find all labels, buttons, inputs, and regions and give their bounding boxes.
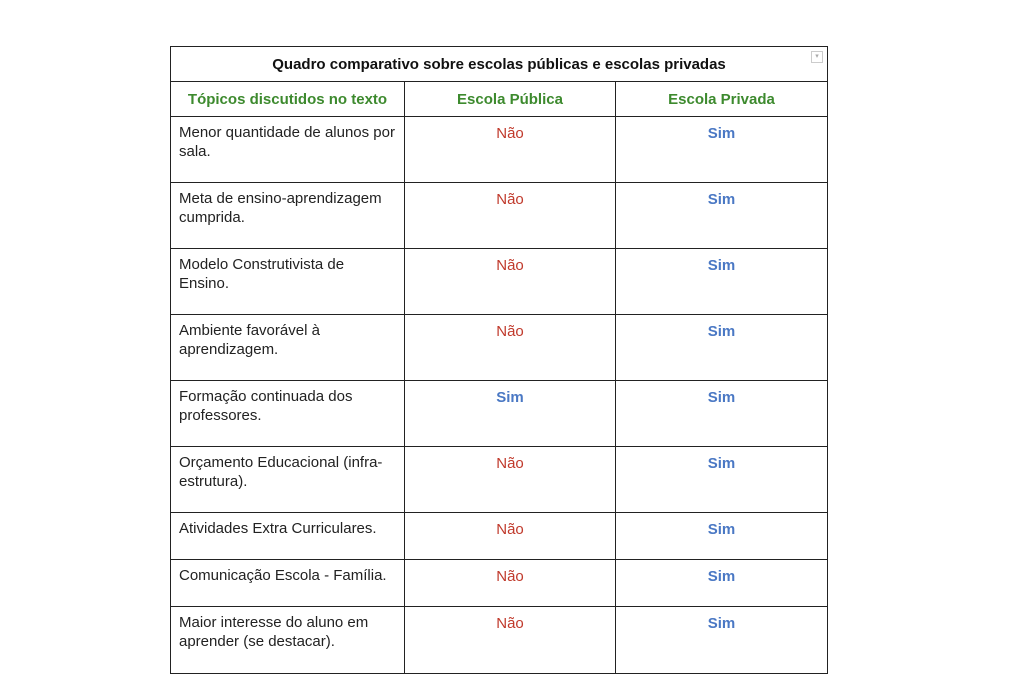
public-value-cell: Não [405, 117, 616, 183]
topic-cell: Maior interesse do aluno em aprender (se destacar). [171, 607, 405, 674]
topic-cell: Comunicação Escola - Família. [171, 560, 405, 607]
table-title [171, 47, 828, 82]
public-value-cell: Não [405, 249, 616, 315]
table-row [171, 117, 828, 183]
private-value-cell: Sim [616, 447, 828, 513]
header-row [171, 82, 828, 117]
topic-cell: Orçamento Educacional (infra-estrutura). [171, 447, 405, 513]
public-value-cell: Não [405, 447, 616, 513]
public-value-cell: Não [405, 607, 616, 674]
header-topic: Tópicos discutidos no texto [171, 82, 405, 117]
topic-cell: Modelo Construtivista de Ensino. [171, 249, 405, 315]
topic-cell: Ambiente favorável à aprendizagem. [171, 315, 405, 381]
public-value-cell: Não [405, 183, 616, 249]
dropdown-corner-icon[interactable]: ▾ [811, 51, 823, 63]
table-row [171, 560, 828, 607]
header-public: Escola Pública [405, 82, 616, 117]
table-row [171, 183, 828, 249]
comparison-table-container [170, 46, 827, 674]
private-value-cell: Sim [616, 560, 828, 607]
public-value-cell: Sim [405, 381, 616, 447]
private-value-cell: Sim [616, 607, 828, 674]
topic-cell: Formação continuada dos professores. [171, 381, 405, 447]
table-body [171, 117, 828, 674]
header-private: Escola Privada [616, 82, 828, 117]
private-value-cell: Sim [616, 381, 828, 447]
table-row [171, 447, 828, 513]
private-value-cell: Sim [616, 117, 828, 183]
table-row [171, 249, 828, 315]
topic-cell: Atividades Extra Curriculares. [171, 513, 405, 560]
private-value-cell: Sim [616, 183, 828, 249]
public-value-cell: Não [405, 315, 616, 381]
topic-cell: Meta de ensino-aprendizagem cumprida. [171, 183, 405, 249]
private-value-cell: Sim [616, 249, 828, 315]
public-value-cell: Não [405, 560, 616, 607]
table-title-text: Quadro comparativo sobre escolas públicas e escolas privadas [272, 55, 726, 73]
private-value-cell: Sim [616, 513, 828, 560]
comparison-table [170, 46, 828, 674]
title-row [171, 47, 828, 82]
table-row [171, 315, 828, 381]
public-value-cell: Não [405, 513, 616, 560]
topic-cell: Menor quantidade de alunos por sala. [171, 117, 405, 183]
table-row [171, 381, 828, 447]
table-row [171, 607, 828, 674]
private-value-cell: Sim [616, 315, 828, 381]
table-row [171, 513, 828, 560]
